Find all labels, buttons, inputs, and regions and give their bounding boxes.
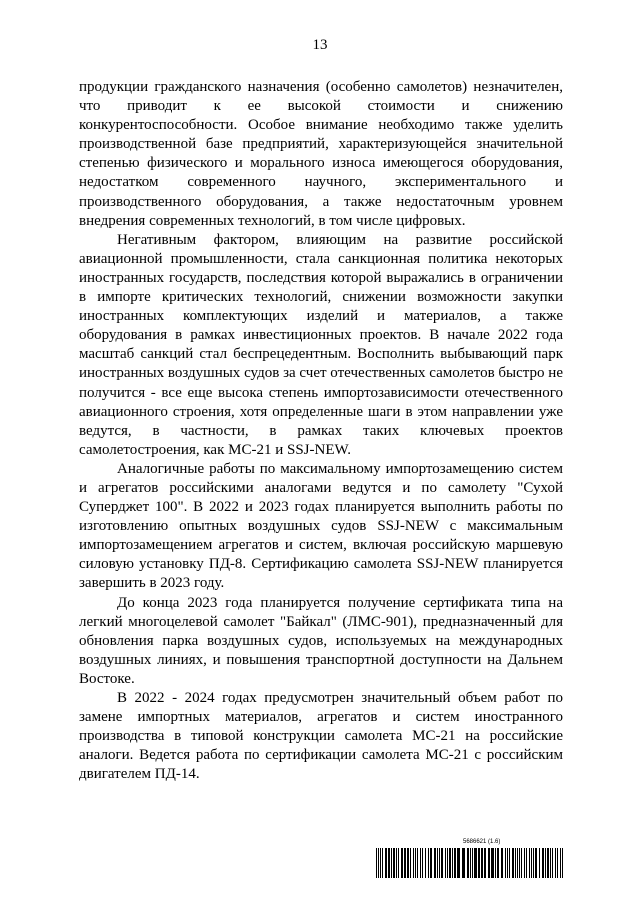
document-body xyxy=(79,78,563,784)
document-code: 5686621 (1.6) xyxy=(463,839,501,845)
paragraph-4: До конца 2023 года планируется получение сертификата типа на легкий многоцелевой самолет "Байкал" (ЛМС-901), предназначенный для обновления парка воздушных судов, используемых на международных воздушных линиях, и повышения транспортной доступности на Дальнем Востоке. xyxy=(79,594,563,687)
paragraph-2: Негативным фактором, влияющим на развитие российской авиационной промышленности, стала санкционная политика некоторых иностранных государств, последствия которой выражались в ограничении в импорте критических технологий, снижении возможности закупки иностранных комплектующих изделий и материалов, а также оборудования в рамках инвестиционных проектов. В начале 2022 года масштаб санкций стал беспрецедентным. Восполнить выбывающий парк иностранных воздушных судов за счет отечественных самолетов быстро не получится - все еще высока степень импортозависимости отечественного авиационного строения, хотя определенные шаги в этом направлении уже ведутся, в частности, в рамках таких ключевых проектов самолетостроения, как МС-21 и SSJ-NEW. xyxy=(79,231,563,458)
paragraph-5: В 2022 - 2024 годах предусмотрен значительный объем работ по замене импортных материалов, агрегатов и систем иностранного производства в типовой конструкции самолета МС-21 на российские аналоги. Ведется работа по сертификации самолета МС-21 с российским двигателем ПД-14. xyxy=(79,690,563,783)
barcode-icon xyxy=(376,848,564,878)
paragraph-3: Аналогичные работы по максимальному импортозамещению систем и агрегатов российскими аналогами ведутся и по самолету "Сухой Суперджет 100". В 2022 и 2023 годах планируется выполнить работы по изготовлению опытных воздушных судов SSJ-NEW с максимальным импортозамещением агрегатов и систем, включая российскую маршевую силовую установку ПД-8. Сертификацию самолета SSJ-NEW планируется завершить в 2023 году. xyxy=(79,460,563,592)
page-number: 13 xyxy=(312,37,328,53)
paragraph-1: продукции гражданского назначения (особенно самолетов) незначителен, что приводит к ее высокой стоимости и снижению конкурентоспособности. Особое внимание необходимо также уделить производственной базе предприятий, характеризующейся значительной степенью физического и морального износа имеющегося оборудования, недостатком современного научного, экспериментального и производственного оборудования, а также недостаточным уровнем внедрения современных технологий, в том числе цифровых. xyxy=(79,79,563,229)
